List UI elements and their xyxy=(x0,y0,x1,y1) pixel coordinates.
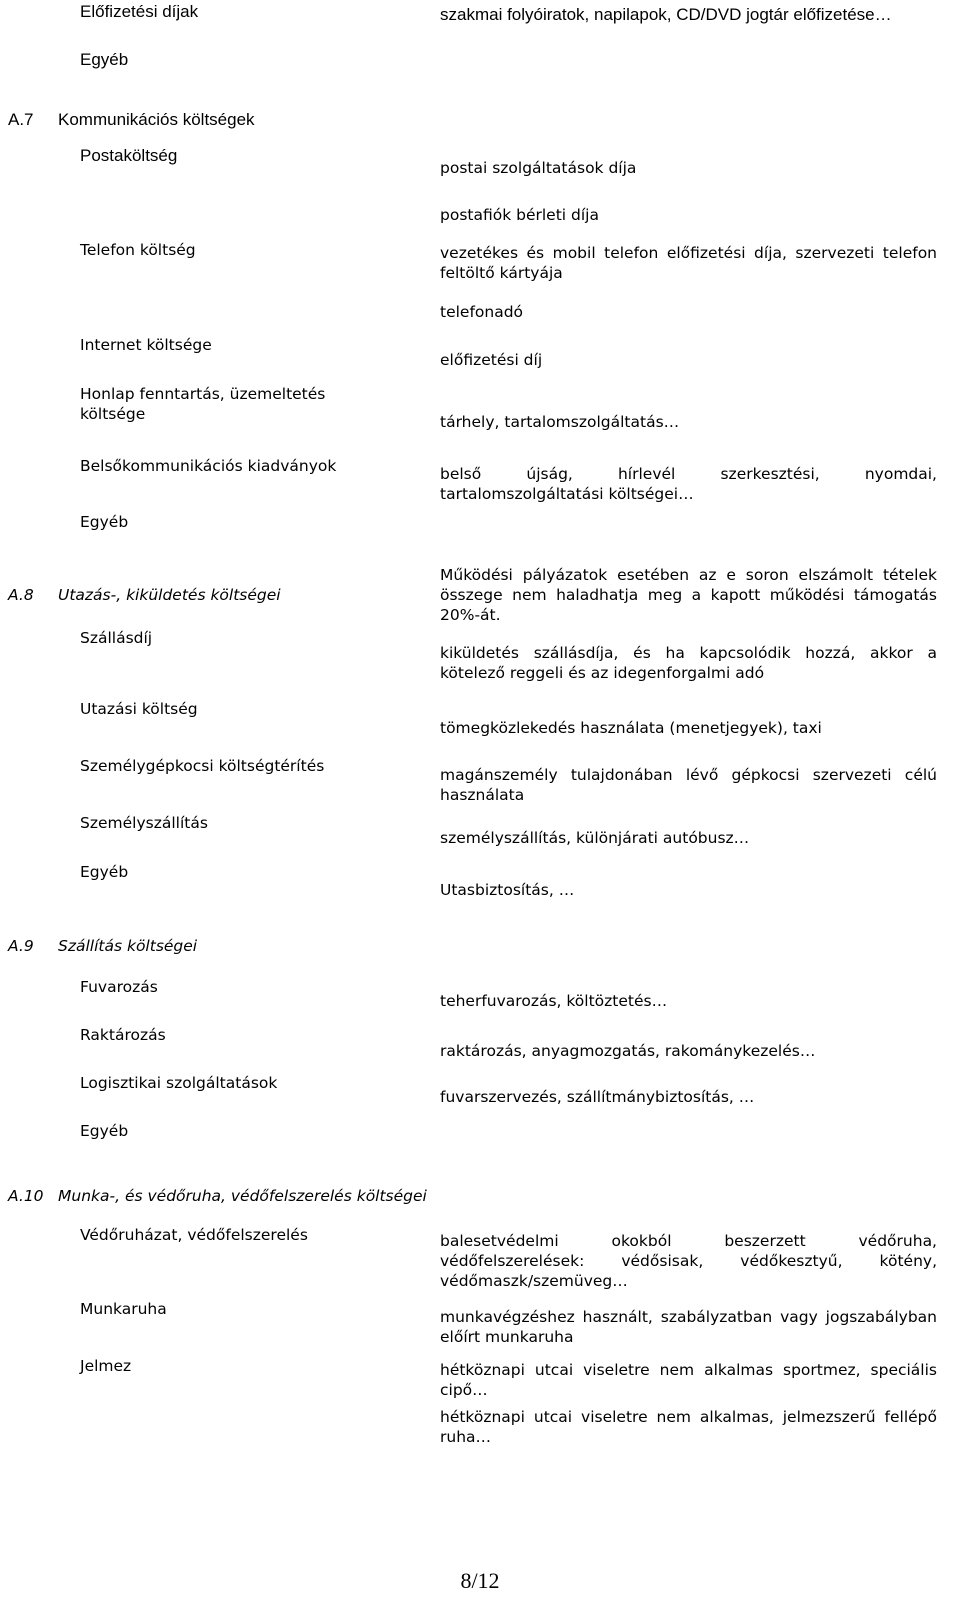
label-szemelygepkocsi: Személygépkocsi költségtérítés xyxy=(80,757,325,775)
label-elofizetesi-dijak: Előfizetési díjak xyxy=(80,2,199,21)
desc-jelmezszeru: hétköznapi utcai viseletre nem alkalmas, jelmezszerű fellépő ruha… xyxy=(440,1408,937,1446)
desc-fuvarszervezes: fuvarszervezés, szállítmánybiztosítás, … xyxy=(440,1088,755,1106)
label-szemelyszallitas: Személyszállítás xyxy=(80,814,208,832)
desc-teherfuvarozas: teherfuvarozás, költöztetés… xyxy=(440,992,668,1010)
desc-telefon: vezetékes és mobil telefon előfizetési díja, szervezeti telefon feltöltő kártyája xyxy=(440,244,937,282)
label-szallasdij: Szállásdíj xyxy=(80,629,153,647)
label-egyeb: Egyéb xyxy=(80,1122,129,1140)
label-vedoruhazat: Védőruházat, védőfelszerelés xyxy=(80,1226,308,1244)
desc-tarhely: tárhely, tartalomszolgáltatás… xyxy=(440,413,680,431)
section-title: Munka-, és védőruha, védőfelszerelés költségei xyxy=(58,1187,427,1205)
section-title: Kommunikációs költségek xyxy=(58,110,255,129)
label-fuvarozas: Fuvarozás xyxy=(80,978,158,996)
label-internet-koltsege: Internet költsége xyxy=(80,336,212,354)
desc-tomegkozlekedes: tömegközlekedés használata (menetjegyek), taxi xyxy=(440,719,822,737)
label-jelmez: Jelmez xyxy=(80,1357,132,1375)
label-utazasi-koltseg: Utazási költség xyxy=(80,700,198,718)
section-title: Szállítás költségei xyxy=(58,937,198,955)
desc-utasbiztositas: Utasbiztosítás, … xyxy=(440,881,575,899)
label-munkaruha: Munkaruha xyxy=(80,1300,167,1318)
desc-szemelyszallitas: személyszállítás, különjárati autóbusz… xyxy=(440,829,750,847)
label-telefon-koltseg: Telefon költség xyxy=(80,241,196,259)
label-egyeb: Egyéb xyxy=(80,513,129,531)
label-postakoltseg: Postaköltség xyxy=(80,146,178,165)
desc-sportmez: hétköznapi utcai viseletre nem alkalmas sportmez, speciális cipő… xyxy=(440,1361,937,1399)
desc-magánszemely: magánszemély tulajdonában lévő gépkocsi szervezeti célú használata xyxy=(440,766,937,804)
section-code: A.7 xyxy=(8,110,34,129)
desc-szakmai-folyoiratok: szakmai folyóiratok, napilapok, CD/DVD jogtár előfizetése… xyxy=(440,5,892,24)
label-logisztikai: Logisztikai szolgáltatások xyxy=(80,1074,278,1092)
section-code: A.9 xyxy=(8,937,34,955)
desc-munkavegzeshez: munkavégzéshez használt, szabályzatban vagy jogszabályban előírt munkaruha xyxy=(440,1308,937,1346)
label-raktarozas: Raktározás xyxy=(80,1026,166,1044)
label-egyeb: Egyéb xyxy=(80,50,129,69)
label-honlap: Honlap fenntartás, üzemeltetés költsége xyxy=(80,385,326,423)
page-number: 8/12 xyxy=(460,1568,500,1593)
label-egyeb: Egyéb xyxy=(80,863,129,881)
desc-elofizetesi-dij: előfizetési díj xyxy=(440,351,543,369)
section-code: A.10 xyxy=(8,1187,44,1205)
desc-mukodesi-palyazatok: Működési pályázatok esetében az e soron elszámolt tételek összege nem haladhatja meg a kapott működési támogatás 20%-át. xyxy=(440,566,937,624)
desc-balesetvedelmi: balesetvédelmi okokból beszerzett védőruha, védőfelszerelések: védősisak, védőkesztyű, kötény, védőmaszk/szemüveg… xyxy=(440,1232,937,1290)
desc-postafiok: postafiók bérleti díja xyxy=(440,206,599,224)
desc-belso-ujsag: belső újság, hírlevél szerkesztési, nyomdai, tartalomszolgáltatási költségei… xyxy=(440,465,937,503)
label-belsokommunikacios: Belsőkommunikációs kiadványok xyxy=(80,457,337,475)
desc-raktarozas: raktározás, anyagmozgatás, rakománykezelés… xyxy=(440,1042,816,1060)
section-title: Utazás-, kiküldetés költségei xyxy=(58,586,281,604)
section-code: A.8 xyxy=(8,586,34,604)
desc-telefonado: telefonadó xyxy=(440,303,524,321)
desc-postai-szolgaltatasok: postai szolgáltatások díja xyxy=(440,159,637,177)
desc-szallasdij: kiküldetés szállásdíja, és ha kapcsolódik hozzá, akkor a kötelező reggeli és az idegenforgalmi adó xyxy=(440,644,937,682)
